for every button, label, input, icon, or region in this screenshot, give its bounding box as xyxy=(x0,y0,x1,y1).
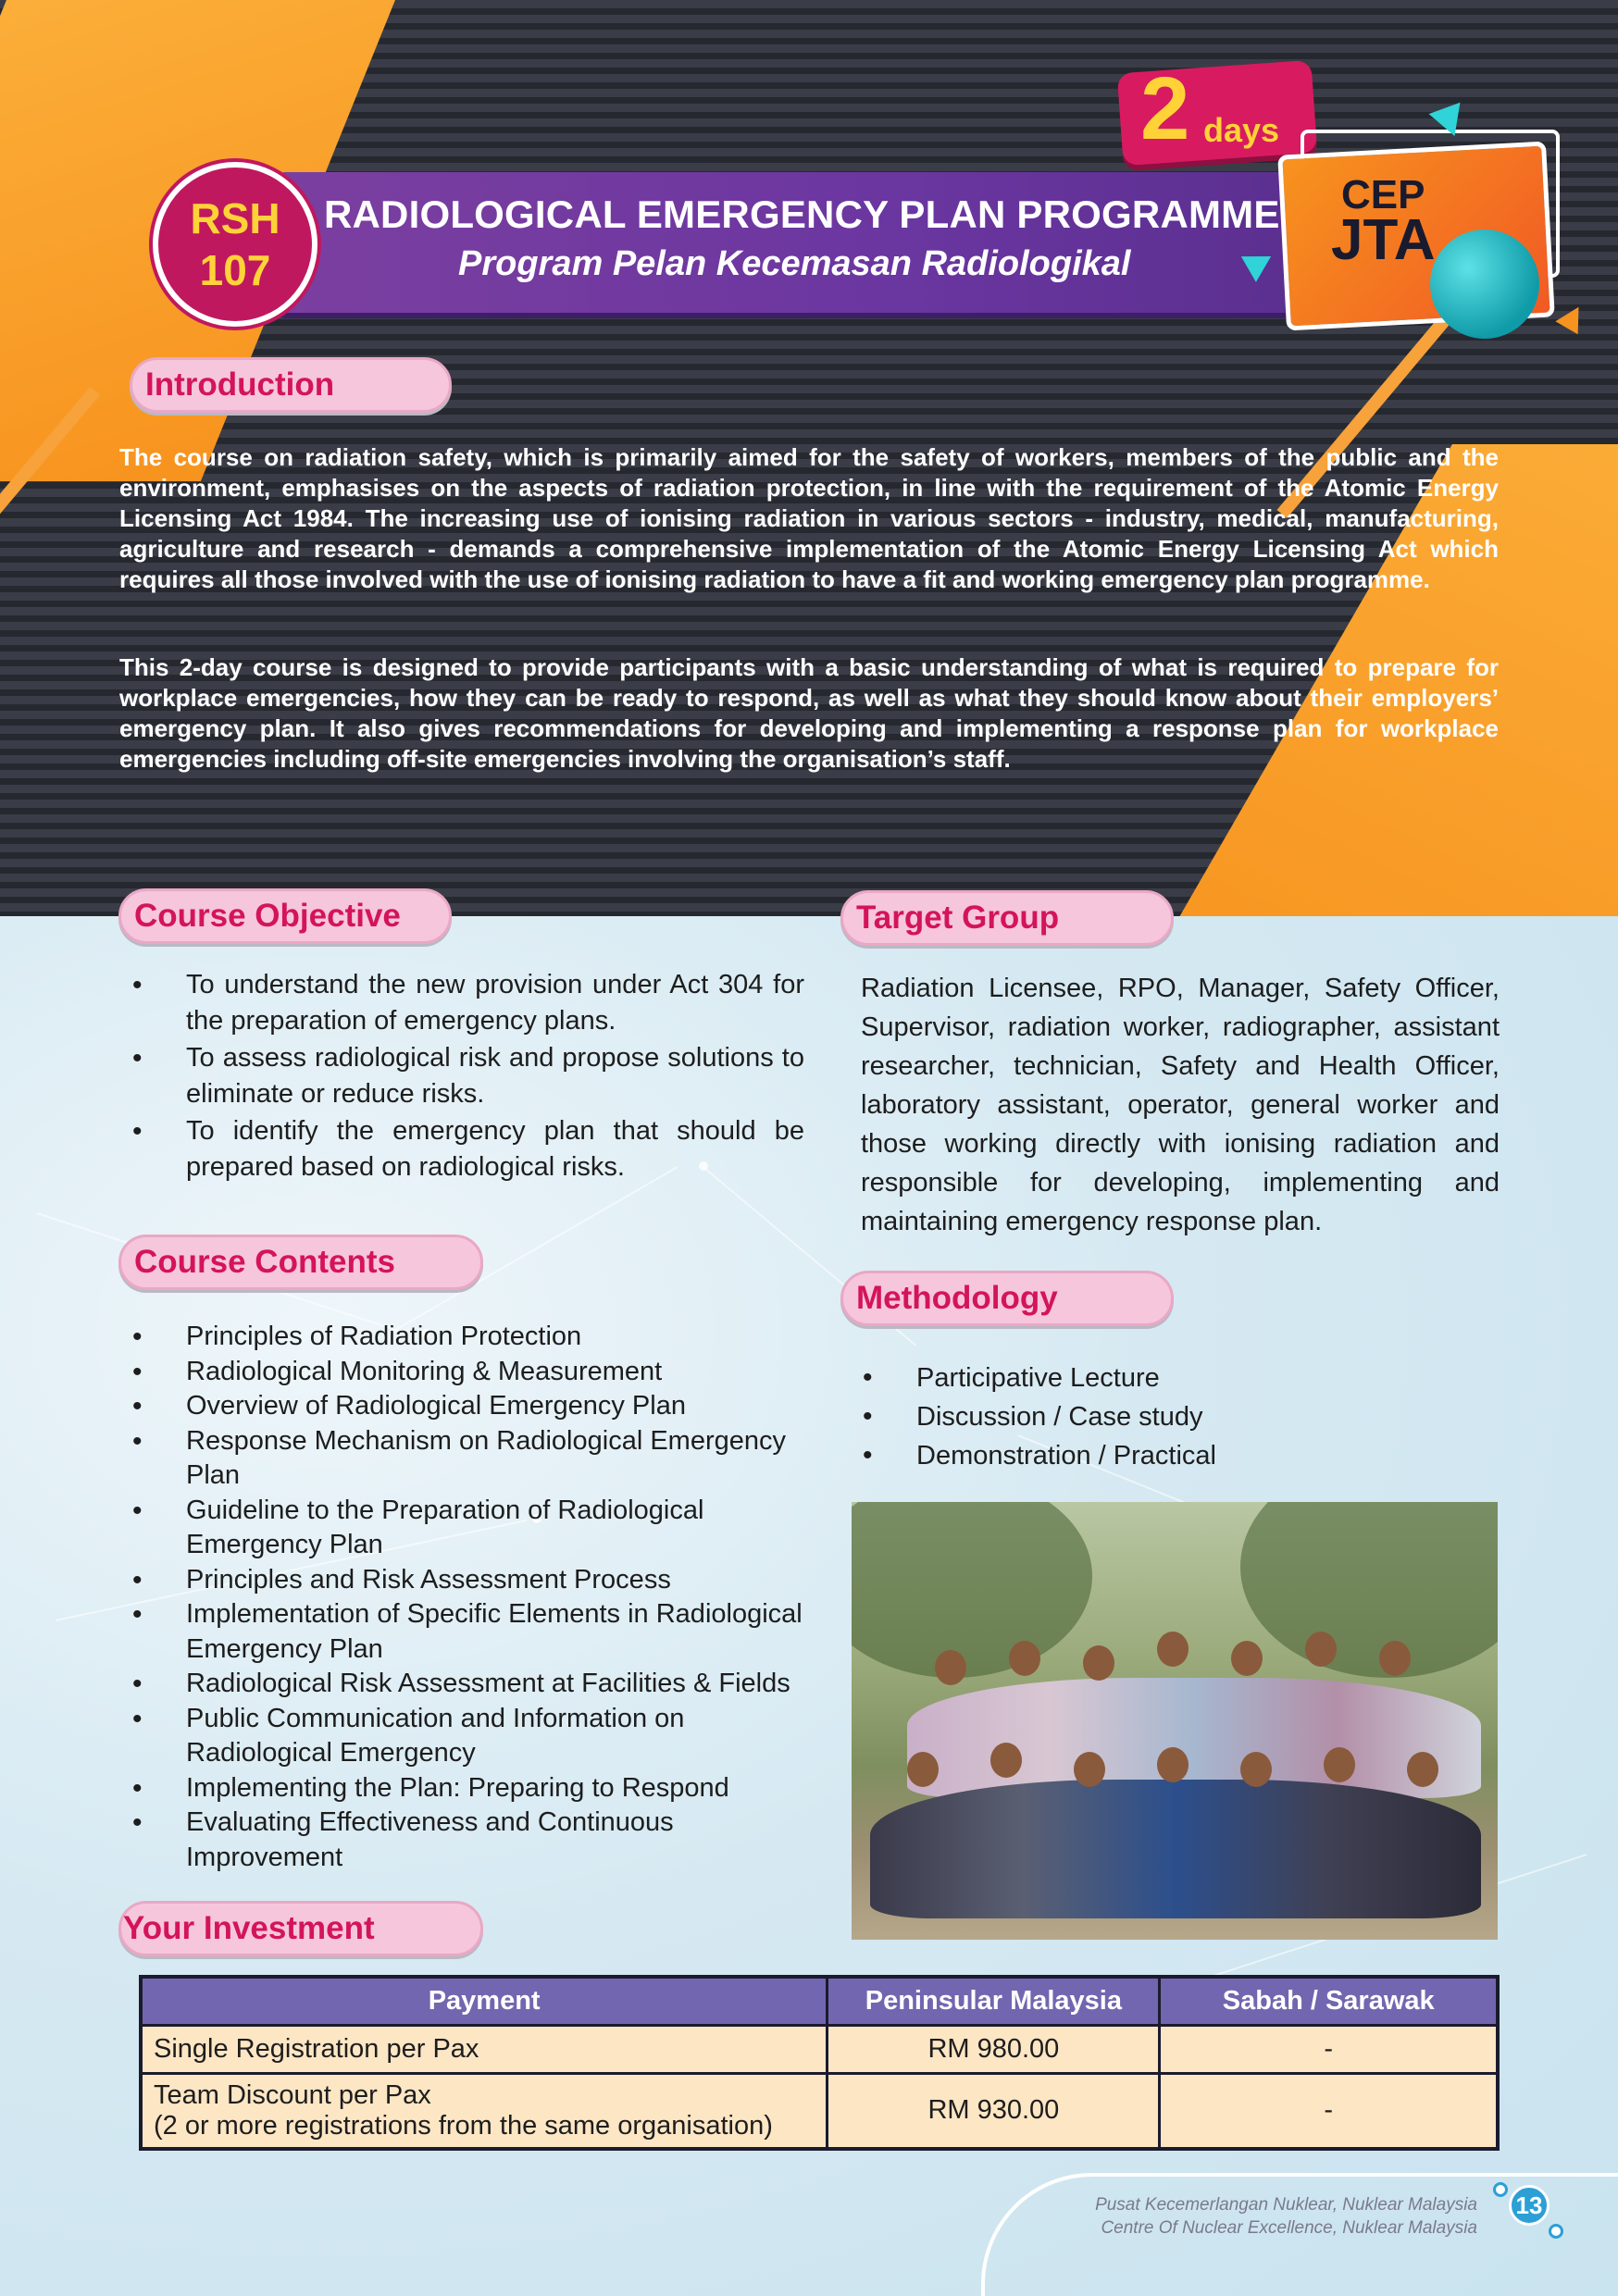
column-header-payment: Payment xyxy=(141,1977,828,2025)
list-item: • Evaluating Effectiveness and Continuous Improvement xyxy=(119,1806,832,1875)
intro-paragraph-2: This 2-day course is designed to provide participants with a basic understanding of what is required to prepare for workplace emergencies, how they can be ready to respond, as well as what they should know about their employers’ emergency plan. It also gives recommendations for developing and implementing a response plan for workplace emergencies including off-site emergencies involving the organisation’s staff. xyxy=(119,653,1499,773)
photo-person xyxy=(1305,1632,1337,1667)
objective-list xyxy=(119,967,804,1186)
list-item: • Guideline to the Preparation of Radiological Emergency Plan xyxy=(119,1494,832,1563)
logo-text-jta: JTA xyxy=(1331,208,1436,272)
section-heading-your-investment: Your Investment xyxy=(118,1901,483,1956)
course-code-badge xyxy=(153,162,317,327)
photo-person xyxy=(1157,1747,1189,1782)
photo-person xyxy=(1009,1641,1040,1676)
payment-label: Team Discount per Pax xyxy=(154,2079,431,2110)
photo-person xyxy=(1074,1752,1105,1787)
photo-front-row xyxy=(870,1780,1481,1918)
section-heading-course-contents: Course Contents xyxy=(118,1235,483,1290)
logo-sphere xyxy=(1430,230,1539,339)
list-item: • Participative Lecture xyxy=(850,1359,1405,1397)
list-item: • Discussion / Case study xyxy=(850,1397,1405,1436)
list-item: • To understand the new provision under Act 304 for the preparation of emergency plans. xyxy=(119,967,804,1039)
payment-cell: Single Registration per Pax xyxy=(141,2025,828,2073)
list-item: • Implementing the Plan: Preparing to Respond xyxy=(119,1771,832,1806)
section-heading-methodology: Methodology xyxy=(840,1271,1174,1326)
group-photo xyxy=(852,1502,1498,1940)
logo-text-cep: CEP xyxy=(1341,172,1425,217)
logo-text xyxy=(1331,172,1436,272)
page-decor-dot xyxy=(1549,2224,1563,2239)
photo-person xyxy=(1083,1645,1114,1681)
list-item: • Overview of Radiological Emergency Plan xyxy=(119,1389,832,1424)
photo-person xyxy=(990,1743,1022,1778)
list-item: • To assess radiological risk and propose solutions to eliminate or reduce risks. xyxy=(119,1040,804,1112)
course-code-prefix: RSH xyxy=(190,194,280,242)
peninsular-price-cell: RM 930.00 xyxy=(828,2073,1160,2149)
list-item: • Radiological Monitoring & Measurement xyxy=(119,1355,832,1390)
footer-line-ms: Pusat Kecemerlangan Nuklear, Nuklear Malaysia xyxy=(1095,2195,1477,2215)
list-item: • To identify the emergency plan that should be prepared based on radiological risks. xyxy=(119,1113,804,1185)
photo-foliage xyxy=(1240,1502,1498,1678)
list-item: • Principles of Radiation Protection xyxy=(119,1320,832,1355)
sabah-sarawak-price-cell: - xyxy=(1160,2073,1498,2149)
peninsular-price-cell: RM 980.00 xyxy=(828,2025,1160,2073)
footer-credit xyxy=(1000,2193,1477,2240)
photo-person xyxy=(907,1752,939,1787)
photo-person xyxy=(1324,1747,1355,1782)
duration-number: 2 xyxy=(1140,59,1190,158)
target-group-text: Radiation Licensee, RPO, Manager, Safety Officer, Supervisor, radiation worker, radiographer, assistant researcher, technician, Safety and Health Officer, laboratory assistant, operator, general worker and those working directly with ionising radiation and responsible for developing, implementing and maintaining emergency response plan. xyxy=(861,974,1500,1236)
photo-person xyxy=(935,1650,966,1685)
table-row xyxy=(141,2073,1498,2149)
page-number: 13 xyxy=(1509,2185,1550,2226)
photo-person xyxy=(1407,1752,1438,1787)
course-title: RADIOLOGICAL EMERGENCY PLAN PROGRAMME xyxy=(324,192,1280,236)
table-row xyxy=(141,2025,1498,2073)
footer-line-en: Centre Of Nuclear Excellence, Nuklear Malaysia xyxy=(1101,2218,1477,2238)
column-header-peninsular: Peninsular Malaysia xyxy=(828,1977,1160,2025)
section-heading-target-group: Target Group xyxy=(840,890,1174,946)
contents-list xyxy=(119,1320,832,1875)
intro-paragraph-1: The course on radiation safety, which is primarily aimed for the safety of workers, members of the public and the environment, emphasises on the aspects of radiation protection, in line with the requirement of the Atomic Energy Licensing Act 1984. The increasing use of ionising radiation in various sectors - industry, medical, manufacturing, agriculture and research - demands a comprehensive implementation of the Atomic Energy Licensing Act which requires all those involved with the use of ionising radiation to have a fit and working emergency plan programme. xyxy=(119,443,1499,593)
table-header-row xyxy=(141,1977,1498,2025)
list-item: • Radiological Risk Assessment at Facilities & Fields xyxy=(119,1667,832,1702)
course-code-number: 107 xyxy=(199,246,271,294)
list-item: • Principles and Risk Assessment Process xyxy=(119,1563,832,1598)
payment-cell xyxy=(141,2073,828,2149)
duration-unit: days xyxy=(1203,111,1280,149)
photo-person xyxy=(1231,1641,1263,1676)
investment-table xyxy=(139,1975,1500,2151)
sabah-sarawak-price-cell: - xyxy=(1160,2025,1498,2073)
methodology-list xyxy=(850,1359,1405,1475)
section-heading-introduction: Introduction xyxy=(130,357,452,413)
photo-person xyxy=(1157,1632,1189,1667)
course-subtitle: Program Pelan Kecemasan Radiologikal xyxy=(458,244,1131,283)
section-heading-course-objective: Course Objective xyxy=(118,888,452,944)
photo-person xyxy=(1240,1752,1272,1787)
list-item: • Public Communication and Information on Radiological Emergency xyxy=(119,1702,832,1771)
list-item: • Implementation of Specific Elements in Radiological Emergency Plan xyxy=(119,1597,832,1667)
column-header-sabah-sarawak: Sabah / Sarawak xyxy=(1160,1977,1498,2025)
list-item: • Demonstration / Practical xyxy=(850,1436,1405,1475)
payment-note: (2 or more registrations from the same organisation) xyxy=(154,2110,773,2141)
photo-foliage xyxy=(852,1502,1092,1678)
list-item: • Response Mechanism on Radiological Emergency Plan xyxy=(119,1424,832,1494)
page-decor-dot xyxy=(1493,2182,1508,2197)
photo-person xyxy=(1379,1641,1411,1676)
